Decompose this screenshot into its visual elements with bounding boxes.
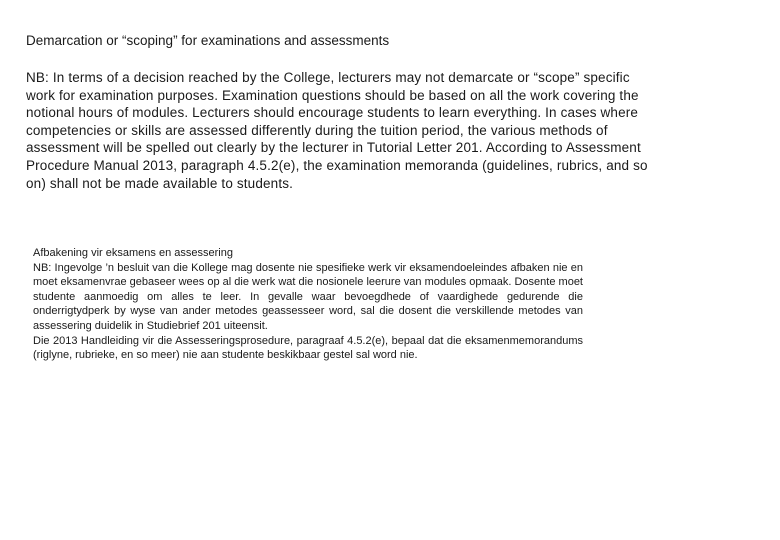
afrikaans-block — [33, 246, 583, 363]
english-nb-block — [26, 69, 651, 192]
afrikaans-heading: Afbakening vir eksamens en assessering — [33, 247, 233, 259]
english-nb-paragraph: NB: In terms of a decision reached by the College, lecturers may not demarcate or “scope” specific work for examination purposes. Examination questions should be based on all the work covering the notional hours of modules. Lecturers should encourage students to learn everything. In cases where competencies or skills are assessed differently during the tuition period, the various methods of assessment will be spelled out clearly by the lecturer in Tutorial Letter 201. According to Assessment Procedure Manual 2013, paragraph 4.5.2(e), the examination memoranda (guidelines, rubrics, and so on) shall not be made available to students. — [26, 70, 648, 191]
afrikaans-manual-paragraph: Die 2013 Handleiding vir die Assesseringsprosedure, paragraaf 4.5.2(e), bepaal dat die eksamenmemorandums (riglyne, rubrieke, en so meer) nie aan studente beskikbaar gestel sal word nie. — [33, 334, 583, 362]
afrikaans-nb-paragraph: NB: Ingevolge ’n besluit van die Kollege mag dosente nie spesifieke werk vir eksamendoeleindes afbaken nie en moet eksamenvrae gebaseer wees op al die werk wat die nosionele leerure van modules opmaak. Dosente moet studente aanmoedig om alles te leer. In gevalle waar bevoegdhede of vaardighede gedurende die onderrigtydperk by wyse van ander metodes geassesseer word, sal die dosent die verskillende metodes van assessering duidelik in Studiebrief 201 uiteensit. — [33, 261, 583, 332]
english-heading: Demarcation or “scoping” for examinations and assessments — [26, 33, 390, 48]
